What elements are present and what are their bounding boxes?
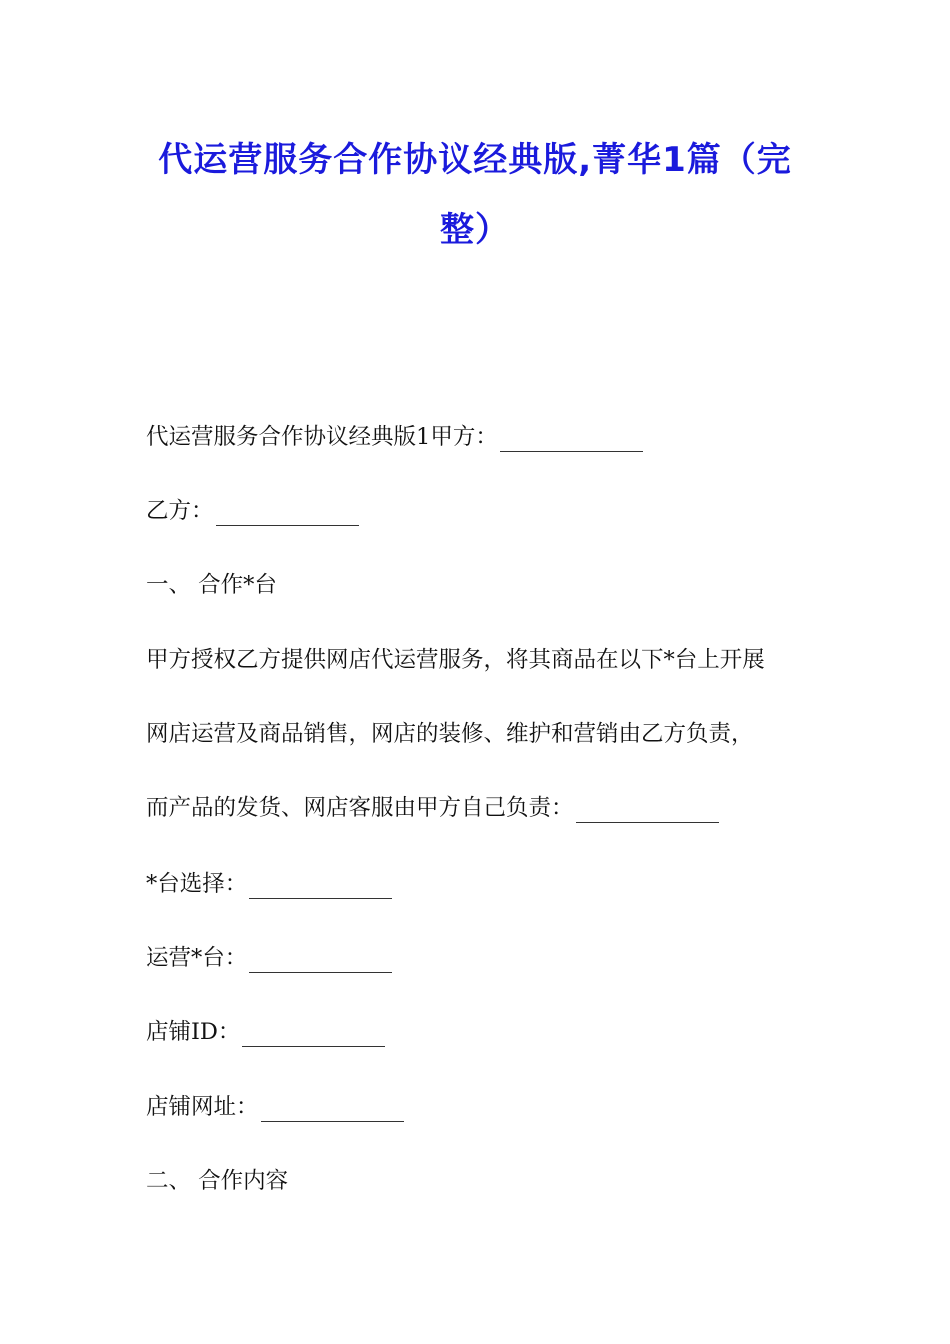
- section-1-heading: [146, 570, 277, 600]
- operating-platform-label: 运营*台：: [146, 945, 248, 971]
- store-url-blank: [261, 1099, 404, 1122]
- section-2-heading-text: 二、 合作内容: [146, 1168, 289, 1194]
- paragraph-line-2: [146, 719, 754, 749]
- section-2-heading: [146, 1166, 288, 1196]
- platform-choice-line: [146, 869, 392, 899]
- store-url-line: [146, 1092, 404, 1122]
- paragraph-line-2-text: 网店运营及商品销售，网店的装修、维护和营销由乙方负责，: [146, 721, 754, 747]
- platform-choice-blank: [249, 876, 392, 899]
- operating-platform-line: [146, 943, 392, 973]
- paragraph-line-3-blank: [576, 800, 719, 823]
- paragraph-line-1: [146, 645, 765, 675]
- platform-choice-label: *台选择：: [146, 871, 248, 897]
- document-title-line-1: 代运营服务合作协议经典版,菁华1篇（完: [158, 140, 792, 180]
- party-a-line: [146, 422, 643, 452]
- paragraph-line-3-text: 而产品的发货、网店客服由甲方自己负责：: [146, 795, 574, 821]
- party-a-blank: [500, 429, 643, 452]
- paragraph-line-1-text: 甲方授权乙方提供网店代运营服务，将其商品在以下*台上开展: [146, 647, 765, 673]
- operating-platform-blank: [249, 950, 392, 973]
- paragraph-line-3: [146, 793, 719, 823]
- store-url-label: 店铺网址：: [146, 1094, 259, 1120]
- section-1-heading-text: 一、 合作*台: [146, 572, 277, 598]
- store-id-blank: [242, 1024, 385, 1047]
- store-id-line: [146, 1017, 385, 1047]
- party-b-blank: [216, 503, 359, 526]
- party-b-label: 乙方：: [146, 498, 214, 524]
- party-a-label: 代运营服务合作协议经典版1甲方：: [146, 424, 498, 450]
- document-title-line-2: 整）: [440, 210, 510, 250]
- party-b-line: [146, 496, 359, 526]
- store-id-label: 店铺ID：: [146, 1019, 241, 1045]
